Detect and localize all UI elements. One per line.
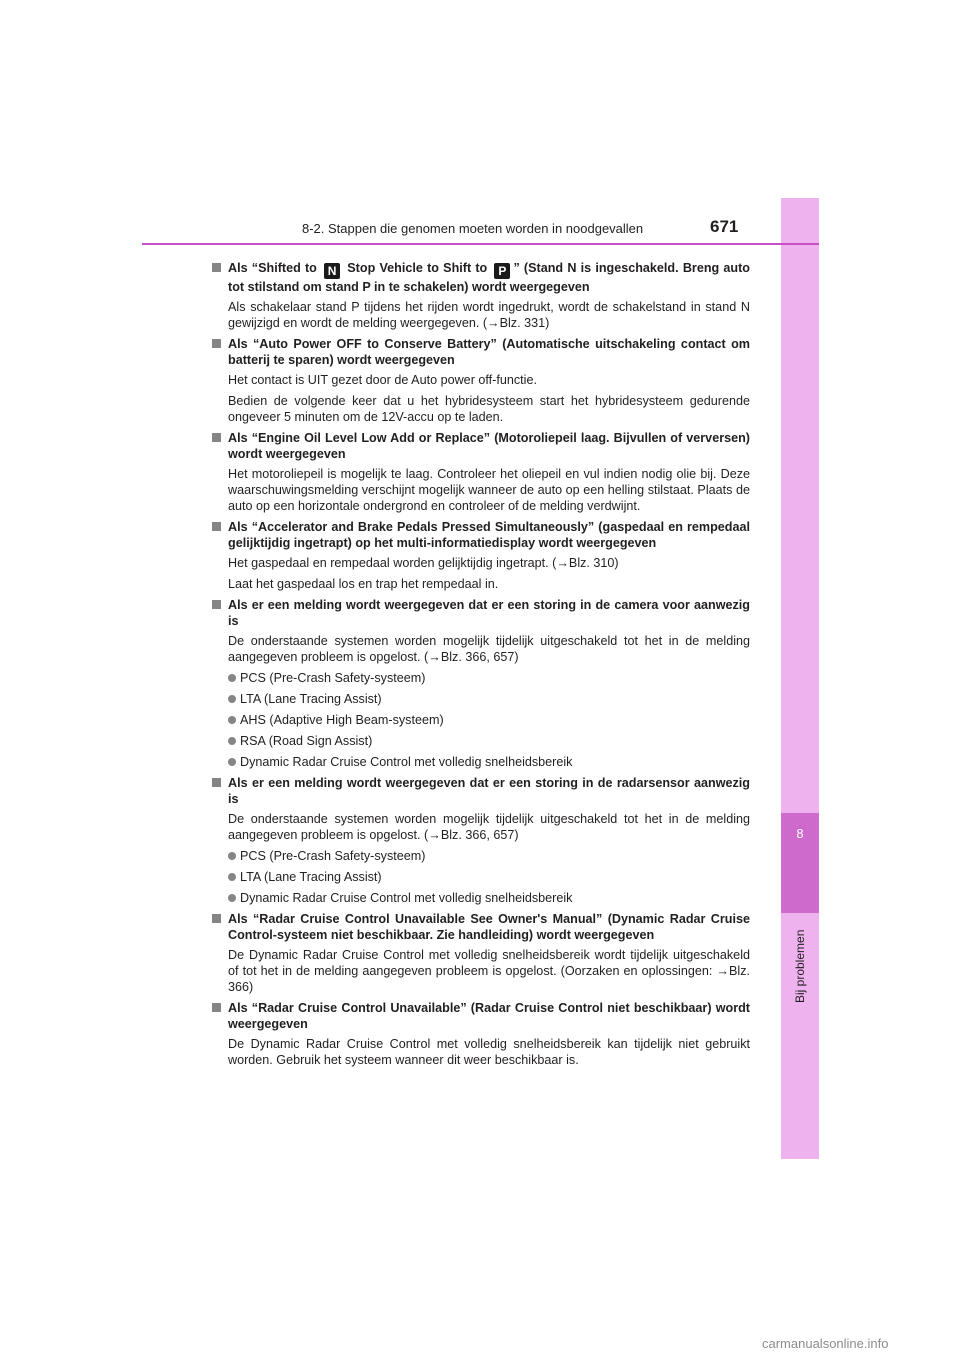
heading-text: Als er een melding wordt weergegeven dat er een storing in de camera voor aanwezig is (228, 598, 750, 628)
heading-camera-fault (210, 597, 750, 629)
page-content (210, 255, 750, 1073)
dot-bullet-icon (228, 873, 236, 881)
heading-pedals (210, 519, 750, 551)
watermark: carmanualsonline.info (762, 1336, 889, 1351)
list-item (228, 890, 750, 906)
dot-bullet-icon (228, 852, 236, 860)
list-item (228, 869, 750, 885)
paragraph: Het motoroliepeil is mogelijk te laag. Controleer het oliepeil en vul indien nodig olie bij. Deze waarschuwingsmelding verschijnt mogelijk wanneer de auto op een helling stilstaat. Plaats de auto op een horizontale ondergrond en controleer of de melding verdwijnt. (228, 467, 750, 513)
paragraph: Het contact is UIT gezet door de Auto power off-functie. (228, 373, 537, 387)
paragraph: Laat het gaspedaal los en trap het rempedaal in. (228, 577, 499, 591)
dot-bullet-icon (228, 674, 236, 682)
heading-text: Als “Accelerator and Brake Pedals Pressed Simultaneously” (gaspedaal en rempedaal gelijktijdig ingetrapt) op het multi-informatiedisplay wordt weergegeven (228, 520, 750, 550)
heading-text: Als “Radar Cruise Control Unavailable” (Radar Cruise Control niet beschikbaar) wordt weergegeven (228, 1001, 750, 1031)
list-item-text: RSA (Road Sign Assist) (240, 734, 373, 748)
dot-bullet-icon (228, 894, 236, 902)
heading-text: Als “Radar Cruise Control Unavailable See Owner's Manual” (Dynamic Radar Cruise Control-systeem niet beschikbaar. Zie handleiding) wordt weergegeven (228, 912, 750, 942)
dot-bullet-icon (228, 758, 236, 766)
square-bullet-icon (212, 1003, 221, 1012)
list-item (228, 733, 750, 749)
heading-text: Als er een melding wordt weergegeven dat er een storing in de radarsensor aanwezig is (228, 776, 750, 806)
heading-shift-n (210, 260, 750, 295)
paragraph: De Dynamic Radar Cruise Control met volledig snelheidsbereik wordt tijdelijk uitgeschakeld of tot het in de melding aangegeven probleem is opgelost. (Oorzaken en oplossingen: →Blz. 366) (228, 948, 750, 994)
paragraph: Bedien de volgende keer dat u het hybridesysteem start het hybridesysteem gedurende ongeveer 5 minuten om de 12V-accu op te laden. (228, 394, 750, 424)
square-bullet-icon (212, 433, 221, 442)
square-bullet-icon (212, 600, 221, 609)
list-item (228, 670, 750, 686)
list-item-text: Dynamic Radar Cruise Control met volledig snelheidsbereik (240, 891, 573, 905)
paragraph: De Dynamic Radar Cruise Control met volledig snelheidsbereik kan tijdelijk niet gebruikt worden. Gebruik het systeem wanneer dit weer beschikbaar is. (228, 1037, 750, 1067)
paragraph: Het gaspedaal en rempedaal worden gelijktijdig ingetrapt. (→Blz. 310) (228, 556, 619, 570)
heading-auto-power-off (210, 336, 750, 368)
paragraph: De onderstaande systemen worden mogelijk tijdelijk uitgeschakeld tot het in de melding aangegeven probleem is opgelost. (→Blz. 366, 657) (228, 812, 750, 842)
heading-radar-unavailable-manual (210, 911, 750, 943)
chapter-label: Bij problemen (793, 930, 807, 1004)
paragraph: De onderstaande systemen worden mogelijk tijdelijk uitgeschakeld tot het in de melding aangegeven probleem is opgelost. (→Blz. 366, 657) (228, 634, 750, 664)
chapter-number: 8 (796, 826, 804, 841)
header-rule (142, 243, 819, 245)
page-number: 671 (710, 217, 739, 236)
heading-text: Als “Engine Oil Level Low Add or Replace” (Motoroliepeil laag. Bijvullen of verversen) wordt weergegeven (228, 431, 750, 461)
list-item (228, 712, 750, 728)
list-item-text: PCS (Pre-Crash Safety-systeem) (240, 671, 426, 685)
heading-text-part: ” (Stand N is ingeschakeld. Breng auto tot stilstand om stand P in te schakelen) wordt weergegeven (228, 261, 750, 294)
paragraph: Als schakelaar stand P tijdens het rijden wordt ingedrukt, wordt de schakelstand in stand N gewijzigd en wordt de melding weergegeven. (→Blz. 331) (228, 300, 750, 330)
list-item (228, 754, 750, 770)
gear-n-icon: N (324, 263, 340, 279)
square-bullet-icon (212, 914, 221, 923)
heading-text-part: Stop Vehicle to Shift to (347, 261, 488, 275)
square-bullet-icon (212, 339, 221, 348)
list-item-text: LTA (Lane Tracing Assist) (240, 870, 382, 884)
heading-text: Als “Auto Power OFF to Conserve Battery” (Automatische uitschakeling contact om batterij te sparen) wordt weergegeven (228, 337, 750, 367)
list-item (228, 848, 750, 864)
list-item (228, 691, 750, 707)
list-item-text: AHS (Adaptive High Beam-systeem) (240, 713, 444, 727)
square-bullet-icon (212, 778, 221, 787)
heading-text-part: Als “Shifted to (228, 261, 317, 275)
gear-p-icon: P (494, 263, 510, 279)
dot-bullet-icon (228, 695, 236, 703)
dot-bullet-icon (228, 716, 236, 724)
list-item-text: LTA (Lane Tracing Assist) (240, 692, 382, 706)
square-bullet-icon (212, 522, 221, 531)
heading-radar-fault (210, 775, 750, 807)
dot-bullet-icon (228, 737, 236, 745)
list-item-text: Dynamic Radar Cruise Control met volledig snelheidsbereik (240, 755, 573, 769)
heading-engine-oil (210, 430, 750, 462)
heading-radar-unavailable (210, 1000, 750, 1032)
square-bullet-icon (212, 263, 221, 272)
list-item-text: PCS (Pre-Crash Safety-systeem) (240, 849, 426, 863)
section-title: 8-2. Stappen die genomen moeten worden in noodgevallen (302, 221, 644, 236)
